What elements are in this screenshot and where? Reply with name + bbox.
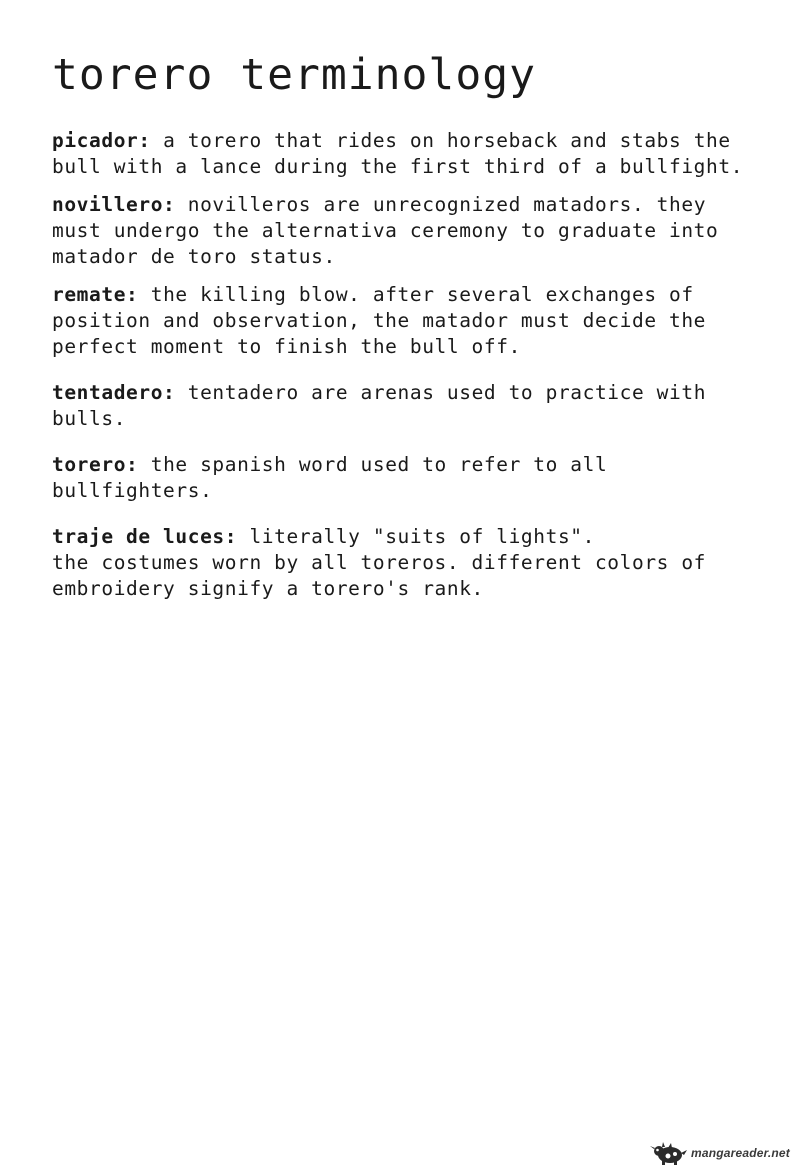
glossary-definition-line: tentadero are arenas used to practice with <box>187 381 707 404</box>
glossary-definition-line: must undergo the alternativa ceremony to graduate into <box>52 219 719 242</box>
glossary-entry-traje-de-luces <box>52 524 787 602</box>
glossary-definition-line: perfect moment to finish the bull off. <box>52 335 521 358</box>
page-title: torero terminology <box>52 50 536 100</box>
glossary-term: torero: <box>52 453 139 476</box>
glossary-entry-picador <box>52 128 787 180</box>
glossary-term: picador: <box>52 129 151 152</box>
watermark <box>648 1140 790 1166</box>
glossary-definition-line: bull with a lance during the first third of a bullfight. <box>52 155 744 178</box>
glossary-term: traje de luces: <box>52 525 238 548</box>
glossary-definition-line: embroidery signify a torero's rank. <box>52 577 484 600</box>
glossary-definition-line: the spanish word used to refer to all <box>150 453 608 476</box>
glossary-definition-line: bulls. <box>52 407 127 430</box>
glossary-entry-tentadero <box>52 380 787 432</box>
glossary-entry-novillero <box>52 192 787 270</box>
glossary-entry-torero <box>52 452 787 504</box>
glossary-definition-line: a torero that rides on horseback and stabs the <box>163 129 731 152</box>
glossary-definition-line: novilleros are unrecognized matadors. they <box>187 193 707 216</box>
mangareader-logo-icon <box>648 1140 688 1166</box>
glossary-entry-remate <box>52 282 787 360</box>
glossary-term: tentadero: <box>52 381 176 404</box>
glossary-definition-line: the killing blow. after several exchanges of <box>150 283 694 306</box>
watermark-text: mangareader.net <box>690 1146 790 1160</box>
glossary-definition-line: literally "suits of lights". <box>249 525 595 548</box>
glossary-definition-line: matador de toro status. <box>52 245 336 268</box>
glossary-definition-line: position and observation, the matador must decide the <box>52 309 707 332</box>
glossary <box>52 128 787 602</box>
glossary-definition-line: the costumes worn by all toreros. different colors of <box>52 551 707 574</box>
glossary-definition-line: bullfighters. <box>52 479 213 502</box>
glossary-term: novillero: <box>52 193 176 216</box>
glossary-term: remate: <box>52 283 139 306</box>
